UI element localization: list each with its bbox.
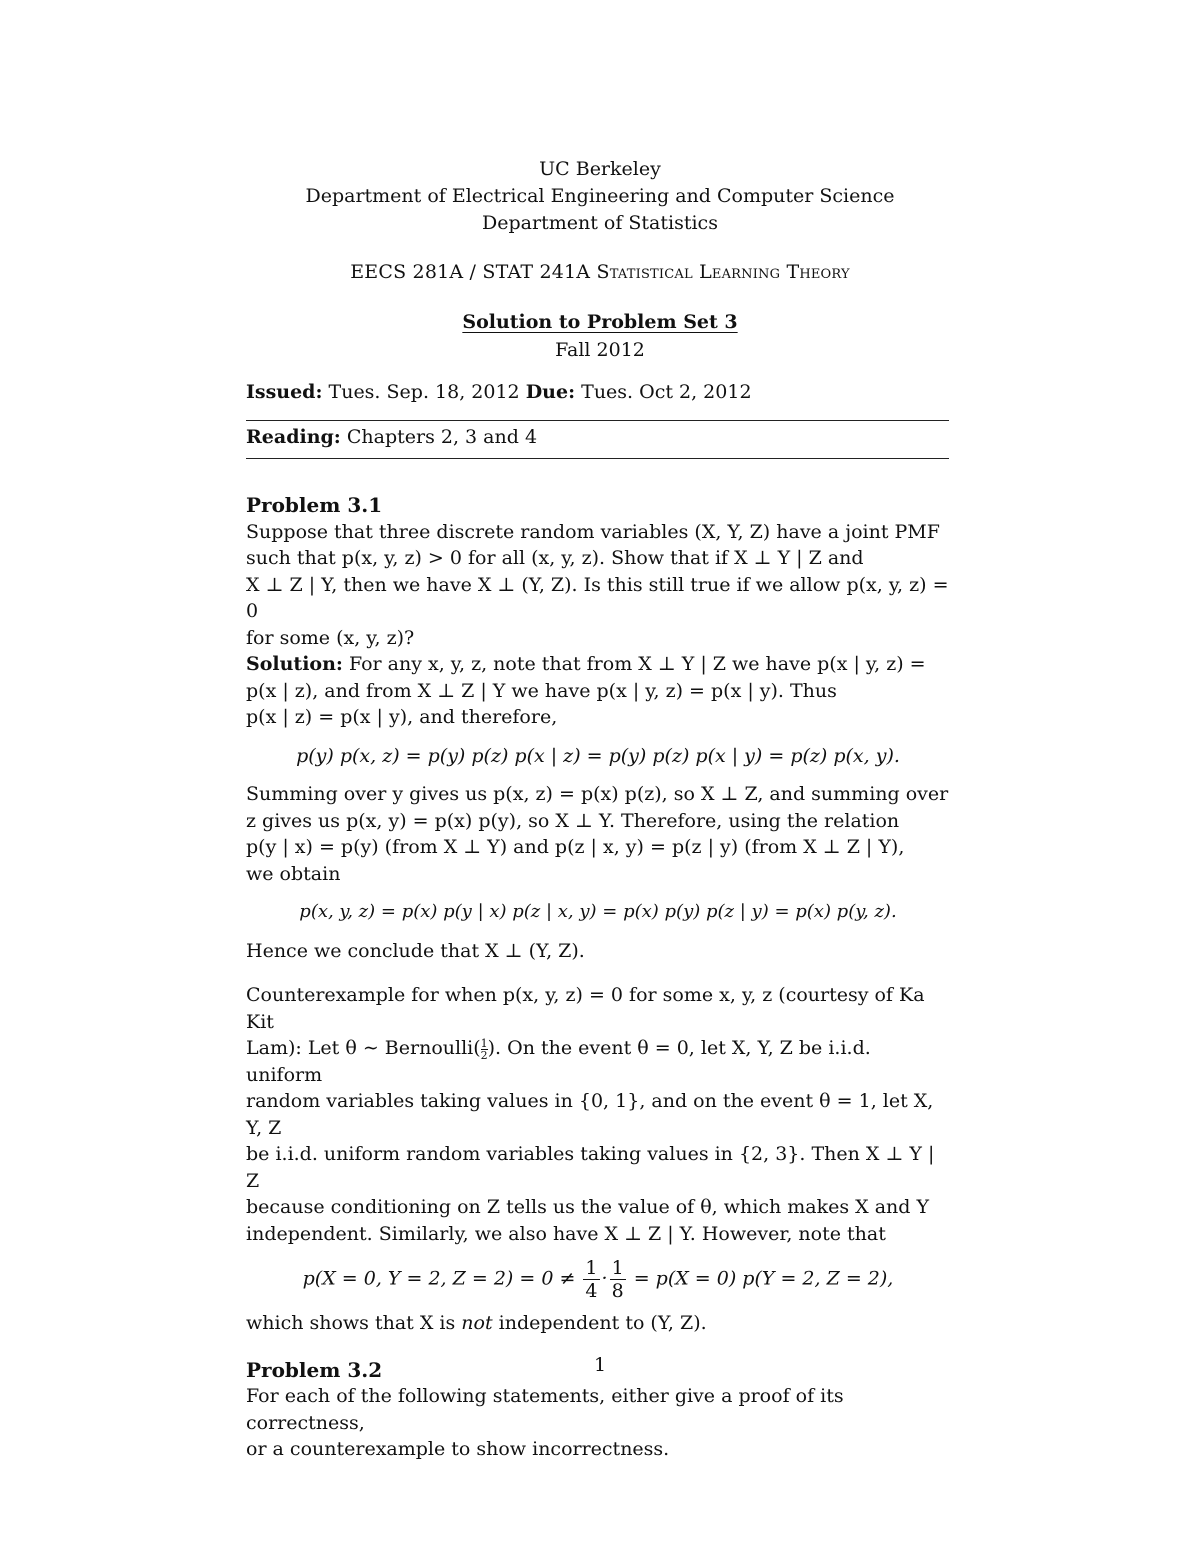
one-half-fraction [481, 1038, 488, 1061]
issued-label: Issued: [246, 381, 323, 403]
lam-suffix: ). On the event θ = 0, let X, Y, Z be i.i.d. uniform [246, 1037, 871, 1086]
counterexample-line: Counterexample for when p(x, y, z) = 0 for some x, y, z (courtesy of Ka Kit [246, 984, 925, 1033]
due-label: Due: [525, 381, 576, 403]
university-name: UC Berkeley [539, 158, 661, 180]
multiply-dot: · [601, 1267, 608, 1290]
solution-title-text: Solution to Problem Set 3 [462, 311, 738, 333]
course-line [0, 261, 1200, 283]
conclusion-line: Hence we conclude that X ⊥ (Y, Z). [246, 939, 585, 962]
summing-line: we obtain [246, 862, 341, 885]
fraction-one-eighth [610, 1257, 626, 1302]
problem-3-1-section [246, 492, 950, 1463]
course-code: EECS 281A / STAT 241A [350, 261, 591, 283]
solution-line: p(x | z), and from X ⊥ Z | Y we have p(x | y, z) = p(x | y). Thus [246, 679, 837, 702]
fraction-numerator: 1 [611, 1257, 624, 1279]
final-prefix: which shows that X is [246, 1312, 462, 1334]
summing-line: p(y | x) = p(y) (from X ⊥ Y) and p(z | x, y) = p(z | y) (from X ⊥ Z | Y), [246, 836, 905, 858]
problem-3-1-statement-line: such that p(x, y, z) > 0 for all (x, y, z). Show that if X ⊥ Y | Z and [246, 547, 864, 569]
page-number: 1 [593, 1354, 607, 1376]
fraction-numerator: 1 [480, 1036, 488, 1050]
department-eecs: Department of Electrical Engineering and Computer Science [305, 185, 895, 207]
counterexample-line: because conditioning on Z tells us the value of θ, which makes X and Y [246, 1196, 930, 1218]
fraction-denominator: 2 [480, 1048, 488, 1062]
problem-3-2-heading: Problem 3.2 [246, 1357, 383, 1382]
counterexample-line: independent. Similarly, we also have X ⊥ Z | Y. However, note that [246, 1222, 886, 1245]
summing-line: Summing over y gives us p(x, z) = p(x) p(z), so X ⊥ Z, and summing over [246, 783, 949, 805]
problem-3-2-statement-line: For each of the following statements, either give a proof of its correctness, [246, 1385, 844, 1434]
reading-label: Reading: [246, 426, 341, 448]
divider-top [246, 420, 949, 421]
problem-3-1-statement-line: X ⊥ Z | Y, then we have X ⊥ (Y, Z). Is this still true if we allow p(x, y, z) = 0 [246, 573, 949, 622]
equation-2: p(x, y, z) = p(x) p(y | x) p(z | x, y) = p(x) p(y) p(z | y) = p(x) p(y, z). [299, 901, 897, 922]
problem-3-2-statement-line: or a counterexample to show incorrectness. [246, 1438, 670, 1460]
department-statistics: Department of Statistics [482, 212, 718, 234]
problem-3-1-heading: Problem 3.1 [246, 493, 383, 517]
issued-due-line [246, 381, 752, 403]
divider-bottom [246, 458, 949, 459]
due-date: Tues. Oct 2, 2012 [581, 381, 752, 403]
problem-3-1-statement-line: for some (x, y, z)? [246, 626, 415, 649]
problem-3-1-statement-line: Suppose that three discrete random variables (X, Y, Z) have a joint PMF [246, 520, 940, 543]
final-suffix: independent to (Y, Z). [492, 1312, 707, 1334]
issued-date: Tues. Sep. 18, 2012 [328, 381, 520, 403]
counterexample-line: random variables taking values in {0, 1}, and on the event θ = 1, let X, Y, Z [246, 1090, 934, 1139]
counterexample-line [246, 1035, 950, 1088]
fraction-one-quarter [583, 1257, 599, 1302]
solution-label: Solution: [246, 653, 343, 675]
reading-chapters: Chapters 2, 3 and 4 [346, 426, 538, 448]
final-line [246, 1310, 950, 1337]
fraction-denominator: 8 [611, 1280, 624, 1302]
equation-1: p(y) p(x, z) = p(y) p(z) p(x | z) = p(y) p(z) p(x | y) = p(z) p(x, y). [296, 744, 900, 767]
term: Fall 2012 [555, 339, 645, 361]
solution-title [0, 311, 1200, 333]
equation-3-right: = p(X = 0) p(Y = 2, Z = 2), [633, 1267, 894, 1290]
course-name: Statistical Learning Theory [596, 261, 850, 283]
reading-line [246, 426, 537, 448]
header-block [0, 156, 1200, 237]
final-emphasis: not [461, 1312, 493, 1334]
equation-3 [246, 1257, 950, 1302]
lam-prefix: Lam): Let θ ∼ Bernoulli( [246, 1037, 481, 1059]
solution-text: For any x, y, z, note that from X ⊥ Y | Z we have p(x | y, z) = [348, 653, 926, 675]
equation-3-left: p(X = 0, Y = 2, Z = 2) = 0 ≠ [302, 1267, 576, 1290]
counterexample-line: be i.i.d. uniform random variables taking values in {2, 3}. Then X ⊥ Y | Z [246, 1143, 935, 1192]
solution-line: p(x | z) = p(x | y), and therefore, [246, 706, 558, 728]
solution-line [246, 651, 950, 678]
summing-line: z gives us p(x, y) = p(x) p(y), so X ⊥ Y. Therefore, using the relation [246, 809, 900, 832]
fraction-denominator: 4 [585, 1280, 598, 1302]
fraction-numerator: 1 [585, 1257, 598, 1279]
